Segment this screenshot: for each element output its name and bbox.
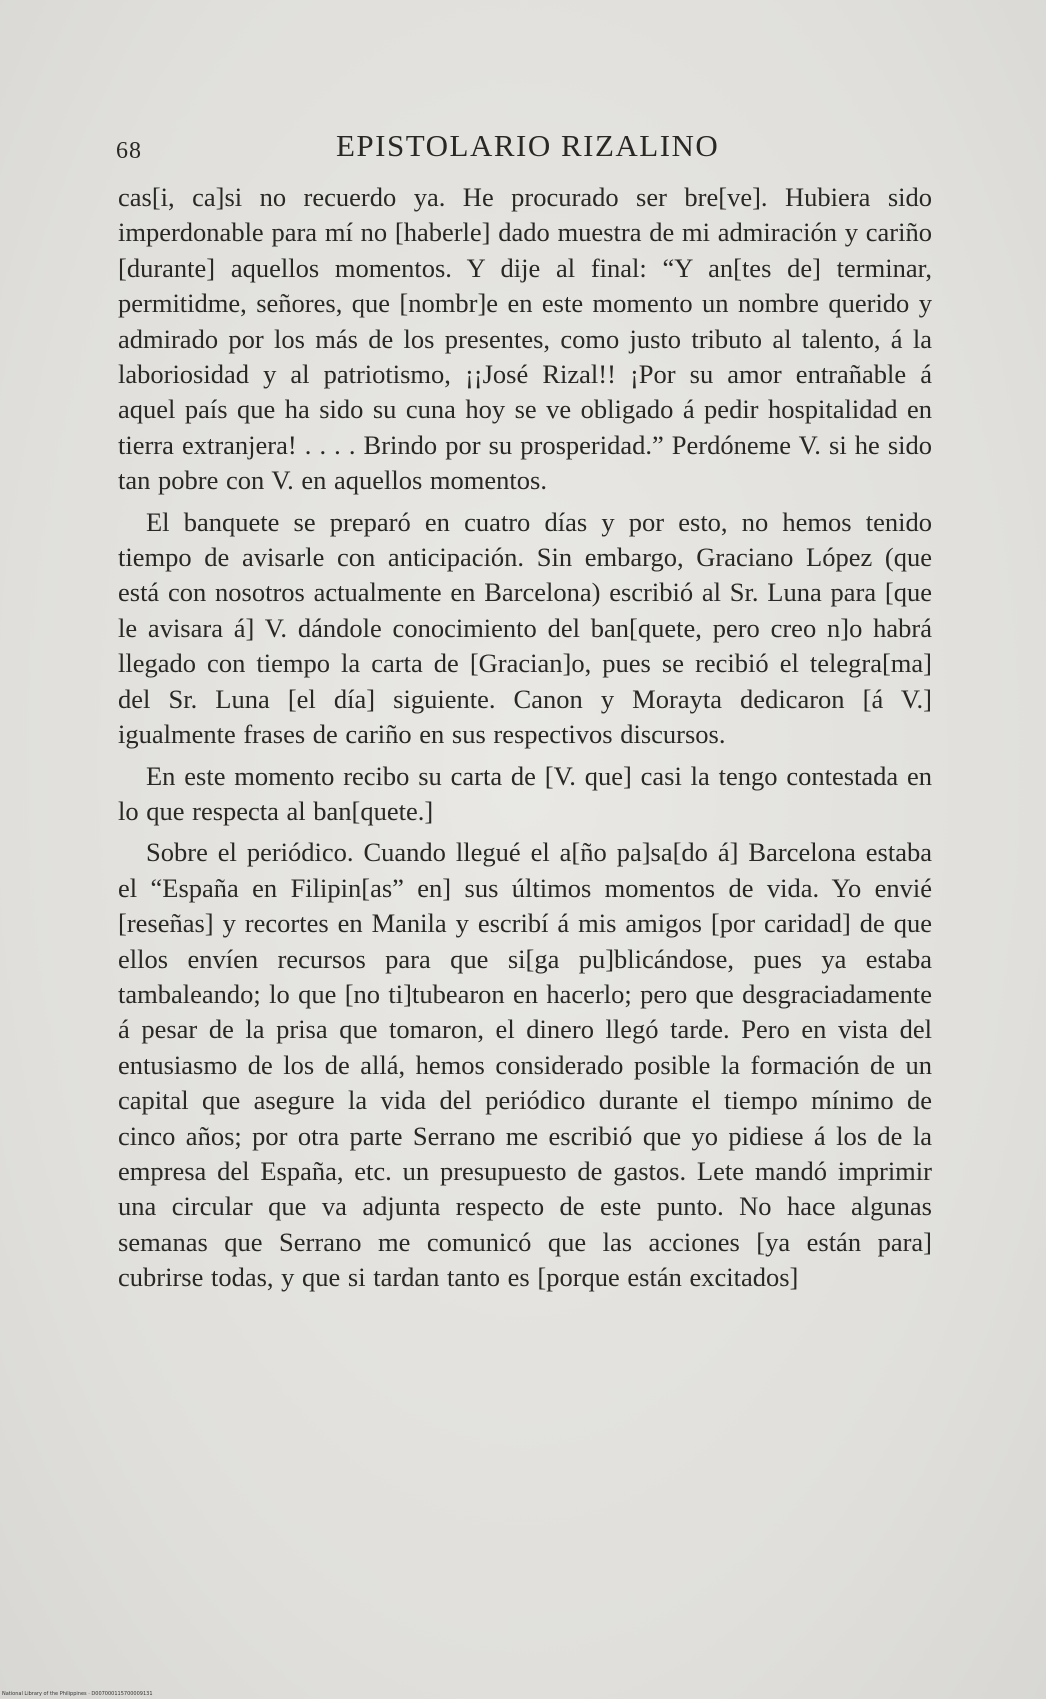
paragraph: En este momento recibo su carta de [V. que] casi la tengo contestada en lo que respecta al ban[quete.] <box>118 760 932 826</box>
paragraph: cas[i, ca]si no recuerdo ya. He procurado ser bre[ve]. Hubiera sido imperdonable para mí no [haberle] dado muestra de mi admiración y cariño [durante] aquellos momentos. Y dije al final: “Y an[tes de] terminar, permitidme, señores, que [nombr]e en este momento un nombre querido y admirado por los más de los presentes, como justo tributo al talento, á la laboriosidad y al patriotismo, ¡¡José Rizal!! ¡Por su amor entrañable á aquel país que ha sido su cuna hoy se ve obligado á pedir hospitalidad en tierra extranjera! . . . . Brindo por su prosperidad.” Perdóneme V. si he sido tan pobre con V. en aquellos momentos. <box>118 182 932 496</box>
paragraph: Sobre el periódico. Cuando llegué el a[ño pa]sa[do á] Barcelona estaba el “España en Filipin[as” en] sus últimos momentos de vida. Yo envié [reseñas] y recortes en Manila y escribí á mis amigos [por caridad] de que ellos envíen recursos para que si[ga pu]blicándose, pues ya estaba tambaleando; lo que [no ti]tubearon en hacerlo; pero que desgraciadamente á pesar de la prisa que tomaron, el dinero llegó tarde. Pero en vista del entusiasmo de los de allá, hemos considerado posible la formación de un capital que asegure la vida del periódico durante el tiempo mínimo de cinco años; por otra parte Serrano me escribió que yo pidiese á los de la empresa del España, etc. un presupuesto de gastos. Lete mandó imprimir una circular que va adjunta respecto de este punto. No hace algunas semanas que Serrano me comunicó que las acciones [ya están para] cubrirse todas, y que si tardan tanto es [porque están excitados] <box>118 837 932 1293</box>
page-number: 68 <box>116 138 142 164</box>
paragraph: El banquete se preparó en cuatro días y por esto, no hemos tenido tiempo de avisarle con anticipación. Sin embargo, Graciano López (que está con nosotros actualmente en Barcelona) escribió al Sr. Luna para [que le avisara á] V. dándole conocimiento del ban[quete, pero creo n]o habrá llegado con tiempo la carta de [Gracian]o, pues se recibió el telegra[ma] del Sr. Luna [el día] siguiente. Canon y Morayta dedicaron [á V.] igualmente frases de cariño en sus respectivos discursos. <box>118 506 932 750</box>
body-text <box>118 180 932 1296</box>
page-header <box>116 128 936 168</box>
scan-credit: National Library of the Philippines · D007000115700009131 <box>2 1691 153 1697</box>
running-title: EPISTOLARIO RIZALINO <box>336 128 720 163</box>
